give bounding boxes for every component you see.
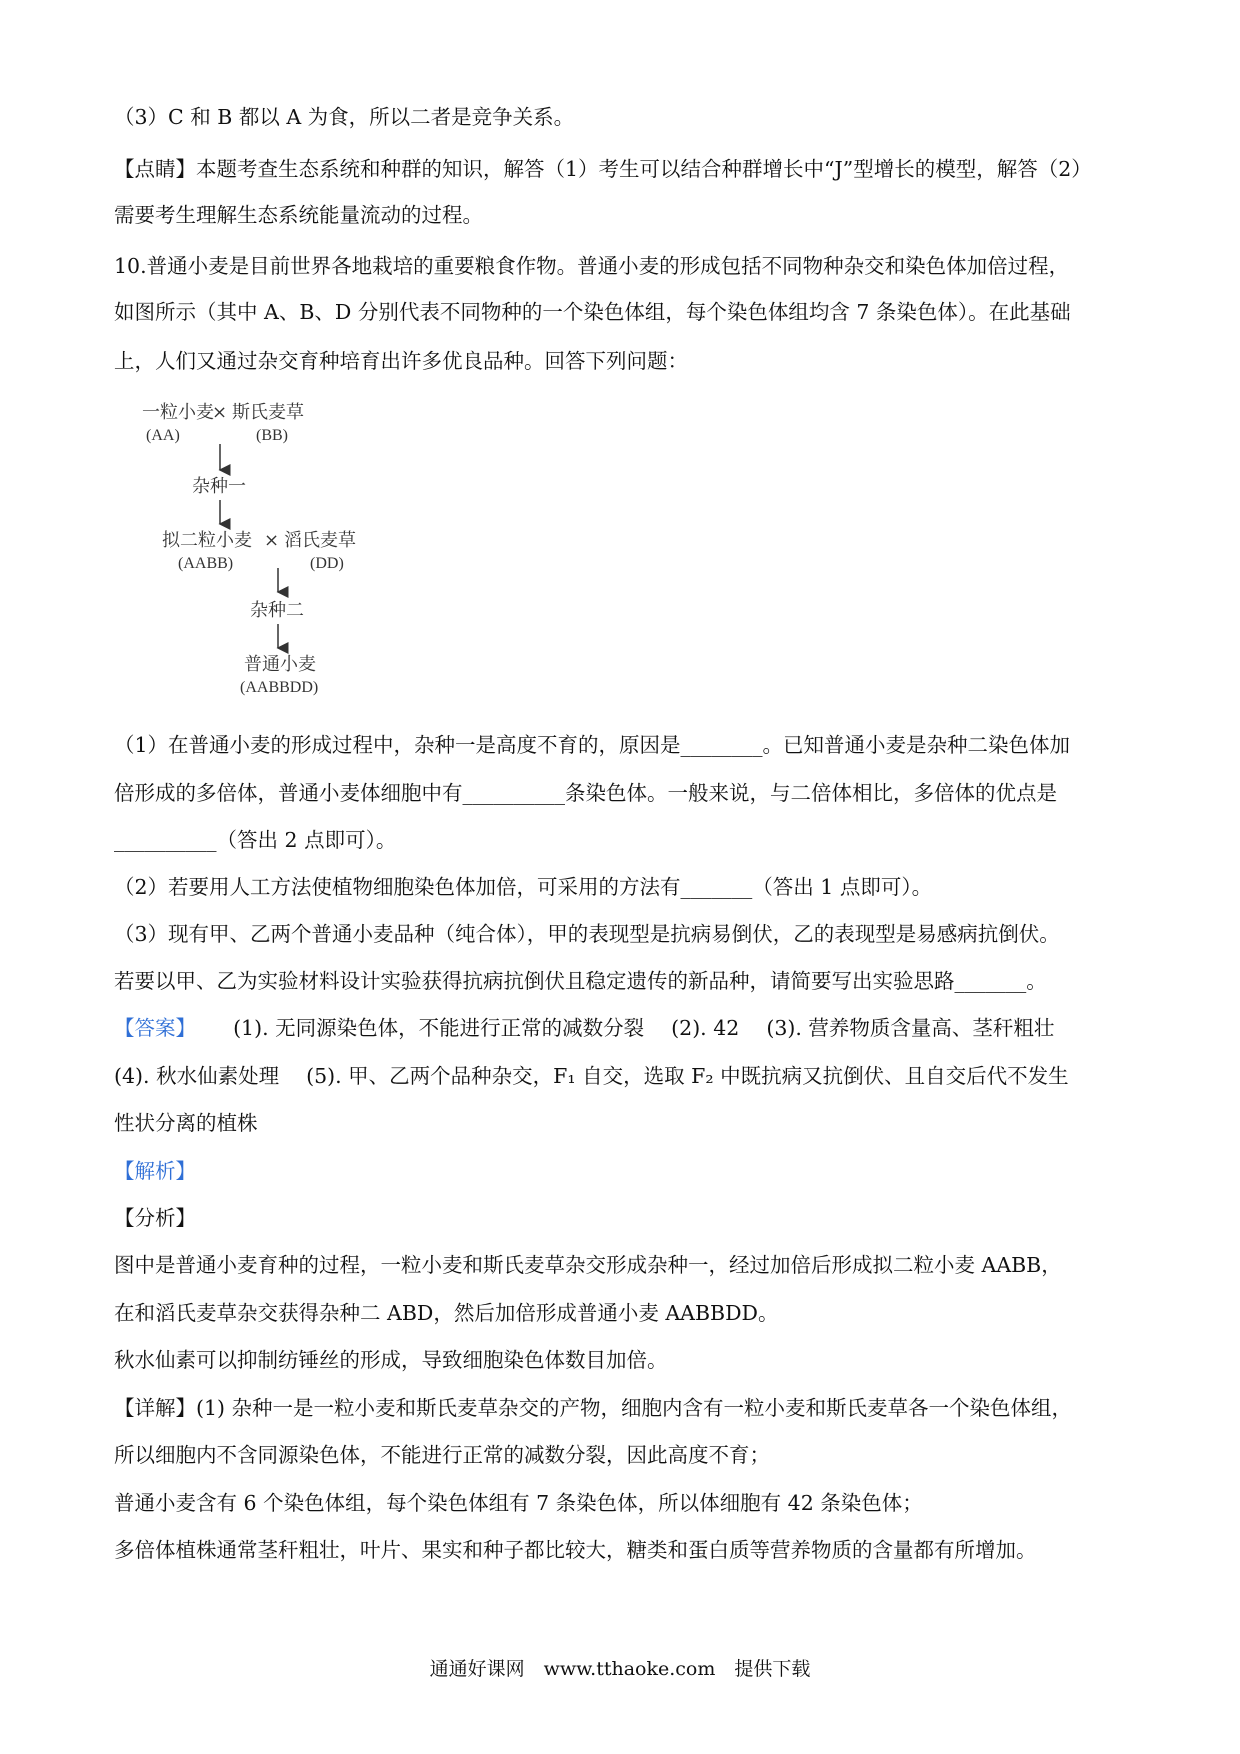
question-1: （1）在普通小麦的形成过程中，杂种一是高度不育的，原因是________。已知普通小麦是杂种二染色体加 xyxy=(114,733,1071,757)
detail-line: 普通小麦含有 6 个染色体组，每个染色体组有 7 条染色体，所以体细胞有 42 条染色体； xyxy=(114,1491,923,1515)
text-line: 【点睛】本题考查生态系统和种群的知识，解答（1）考生可以结合种群增长中“J”型增长的模型，解答（2） xyxy=(114,157,1092,181)
genome-aa: (AA) xyxy=(146,427,180,444)
einkorn-label: 一粒小麦 xyxy=(142,402,214,423)
answer-line xyxy=(114,1013,1144,1043)
question-2: （2）若要用人工方法使植物细胞染色体加倍，可采用的方法有_______（答出 1 点即可）。 xyxy=(114,875,933,899)
analysis-line: 图中是普通小麦育种的过程，一粒小麦和斯氏麦草杂交形成杂种一，经过加倍后形成拟二粒小麦 AABB， xyxy=(114,1253,1062,1277)
detail-line: 所以细胞内不含同源染色体，不能进行正常的减数分裂，因此高度不育； xyxy=(114,1443,770,1467)
text-line: 需要考生理解生态系统能量流动的过程。 xyxy=(114,203,483,227)
cross-symbol: × xyxy=(264,530,280,551)
hybrid2-label: 杂种二 xyxy=(250,600,304,621)
analysis-label: 【解析】 xyxy=(114,1159,196,1183)
breeding-diagram xyxy=(142,398,410,708)
aegilops-tauschii-label: 滔氏麦草 xyxy=(284,530,356,551)
genome-dd: (DD) xyxy=(310,555,344,572)
genome-aabb: (AABB) xyxy=(178,555,234,572)
analysis-sub-label: 【分析】 xyxy=(114,1206,196,1230)
text-line: 如图所示（其中 A、B、D 分别代表不同物种的一个染色体组，每个染色体组均含 7 条染色体）。在此基础 xyxy=(114,300,1071,324)
answer-line: (4). 秋水仙素处理 (5). 甲、乙两个品种杂交，F₁ 自交，选取 F₂ 中既抗病又抗倒伏、且自交后代不发生 xyxy=(114,1064,1069,1088)
page-footer: 通通好课网 www.tthaoke.com 提供下载 xyxy=(429,1658,811,1680)
analysis-line: 秋水仙素可以抑制纺锤丝的形成，导致细胞染色体数目加倍。 xyxy=(114,1348,668,1372)
detail-line: 多倍体植株通常茎秆粗壮，叶片、果实和种子都比较大，糖类和蛋白质等营养物质的含量都有所增加。 xyxy=(114,1538,1037,1562)
text-line: 若要以甲、乙为实验材料设计实验获得抗病抗倒伏且稳定遗传的新品种，请简要写出实验思路_______。 xyxy=(114,969,1047,993)
answer-text: (1). 无同源染色体，不能进行正常的减数分裂 (2). 42 (3). 营养物质含量高、茎秆粗壮 xyxy=(233,1016,1055,1040)
text-line: __________（答出 2 点即可）。 xyxy=(114,828,397,852)
detail-line: 【详解】(1) 杂种一是一粒小麦和斯氏麦草杂交的产物，细胞内含有一粒小麦和斯氏麦草各一个染色体组， xyxy=(114,1396,1073,1420)
genome-bb: (BB) xyxy=(256,427,288,444)
question-10-stem: 10.普通小麦是目前世界各地栽培的重要粮食作物。普通小麦的形成包括不同物种杂交和染色体加倍过程， xyxy=(114,254,1070,278)
answer-line: 性状分离的植株 xyxy=(114,1111,258,1135)
question-3: （3）现有甲、乙两个普通小麦品种（纯合体），甲的表现型是抗病易倒伏，乙的表现型是易感病抗倒伏。 xyxy=(114,922,1060,946)
analysis-line: 在和滔氏麦草杂交获得杂种二 ABD，然后加倍形成普通小麦 AABBDD。 xyxy=(114,1301,779,1325)
text-line: 倍形成的多倍体，普通小麦体细胞中有__________条染色体。一般来说，与二倍体相比，多倍体的优点是 xyxy=(114,781,1057,805)
aegilops-speltoides-label: 斯氏麦草 xyxy=(232,402,304,423)
text-line: 上，人们又通过杂交育种培育出许多优良品种。回答下列问题： xyxy=(114,349,688,373)
cross-symbol: × xyxy=(212,402,228,423)
common-wheat-label: 普通小麦 xyxy=(244,654,316,675)
hybrid1-label: 杂种一 xyxy=(192,476,246,497)
text-line: （3）C 和 B 都以 A 为食，所以二者是竞争关系。 xyxy=(114,105,575,129)
answer-label: 【答案】 xyxy=(114,1016,196,1040)
genome-aabbdd: (AABBDD) xyxy=(240,679,319,696)
synthetic-emmer-label: 拟二粒小麦 xyxy=(162,530,252,551)
